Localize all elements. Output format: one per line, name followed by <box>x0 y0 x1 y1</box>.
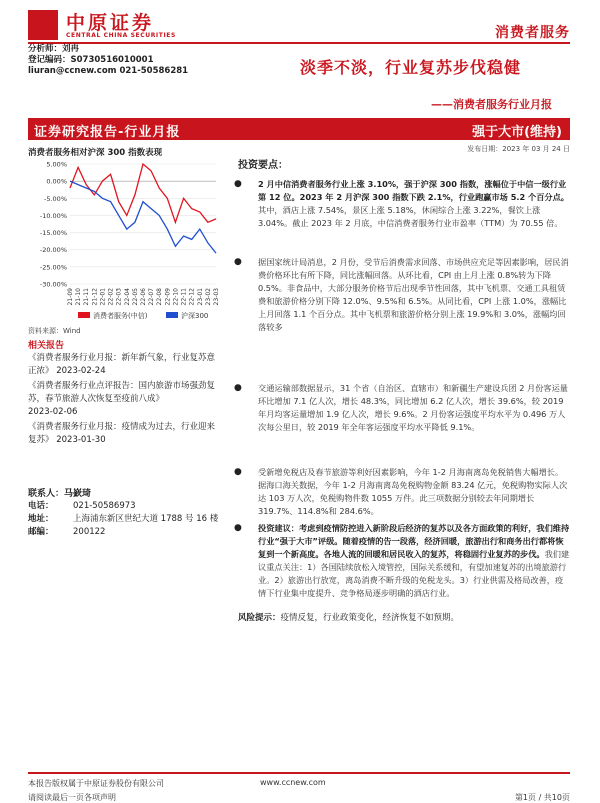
key-point-4-text: 受新增免税店及春节旅游等利好因素影响，今年 1-2 月海南离岛免税销售大幅增长。据海口海关数据，今年 1-2 月海南离岛免税购物金额 83.24 亿元，免税购物实际人次达 103 万人次，免税购物件数 1055 万件。此三项数据分别较去年同期增长 319.7%、114.8%和 284.6%。 <box>258 466 570 518</box>
analyst-registration: 登记编码：S0730516010001 <box>28 55 188 66</box>
analyst-name: 分析师：刘冉 <box>28 44 188 55</box>
risk-text: 疫情反复，行业政策变化，经济恢复不如预期。 <box>281 613 460 623</box>
y-tick-label: -10.00% <box>40 212 67 220</box>
related-reports-list <box>28 352 218 449</box>
x-tick-label: 23-01 <box>197 288 204 306</box>
x-tick-label: 21-12 <box>91 288 98 306</box>
x-tick-label: 22-08 <box>156 288 163 306</box>
sector-label: 消费者服务 <box>495 22 570 42</box>
x-tick-label: 22-02 <box>108 288 115 306</box>
bullet-icon: ● <box>234 256 242 269</box>
related-report-date: 2023-02-06 <box>28 406 218 419</box>
y-tick-label: -5.00% <box>44 195 67 203</box>
x-tick-label: 23-02 <box>205 288 212 306</box>
related-report-title: 《消费者服务行业月报：疫情成为过去，行业迎来复苏》 <box>28 422 215 445</box>
risk-warning <box>238 612 568 625</box>
address-value: 上海浦东新区世纪大道 1788 号 16 楼 <box>73 513 218 526</box>
risk-label: 风险提示： <box>238 613 281 623</box>
key-point-3-text: 交通运输部数据显示，31 个省（自治区、直辖市）和新疆生产建设兵团 2 月份客运量环比增加 7.1 亿人次，增长 48.3%，同比增加 6.2 亿人次，增长 39.6%，较 2019 年月均客运量增加 1.9 亿人次，增长 9.6%。2 月份客运强度平均水平为 0.496 万人次每公里日，较 2019 年全年客运强度平均水平降低 9.1%。 <box>258 382 570 434</box>
series-line-1 <box>70 164 216 222</box>
contact-person: 联系人：马嶔琦 <box>28 486 91 499</box>
copyright-note: 本报告版权属于中原证券股份有限公司 <box>28 778 164 789</box>
x-tick-label: 22-09 <box>164 288 171 306</box>
phone-label: 电话： <box>28 500 73 513</box>
contact-info <box>28 500 228 539</box>
bullet-icon: ● <box>234 522 242 535</box>
x-tick-label: 21-10 <box>75 288 82 306</box>
logo-text-cn: 中原证券 <box>66 8 154 35</box>
phone-value: 021-50586973 <box>73 500 136 513</box>
x-tick-label: 21-09 <box>67 288 74 306</box>
bullet-icon: ● <box>234 382 242 395</box>
page-number: 第1页 / 共10页 <box>515 792 570 803</box>
key-point-4 <box>234 466 570 518</box>
key-point-5-text: 我们建议重点关注：1）各国陆续放松入境管控，国际关系缓和，有望加速复苏的出境旅游行业。2）旅游出行放宽，离岛消费不断升级的免税龙头。3）行业供需及格局改善，疫情下行业集中度提升、竞争格局逐步明确的酒店行业。 <box>258 549 569 598</box>
y-tick-label: -20.00% <box>40 246 67 254</box>
chart-title: 消费者服务相对沪深 300 指数表现 <box>28 146 162 158</box>
zip-value: 200122 <box>73 526 105 539</box>
y-tick-label: 5.00% <box>46 161 67 169</box>
related-report[interactable] <box>28 380 218 419</box>
analyst-contact: liuran@ccnew.com 021-50586281 <box>28 66 188 77</box>
x-tick-label: 23-03 <box>213 288 220 306</box>
x-tick-label: 22-11 <box>181 288 188 306</box>
logo-mark-icon <box>28 10 58 40</box>
x-tick-label: 22-06 <box>140 288 147 306</box>
publish-date: 发布日期：2023 年 03 月 24 日 <box>467 144 570 154</box>
x-tick-label: 22-07 <box>148 288 155 306</box>
chart-source: 资料来源：Wind <box>28 326 81 336</box>
related-report[interactable] <box>28 352 218 378</box>
x-tick-label: 22-01 <box>99 288 106 306</box>
logo-text-en: CENTRAL CHINA SECURITIES <box>66 32 176 39</box>
x-tick-label: 22-12 <box>189 288 196 306</box>
bullet-icon: ● <box>234 466 242 479</box>
legend-swatch <box>78 312 90 318</box>
x-tick-label: 22-10 <box>172 288 179 306</box>
key-point-5 <box>234 522 570 600</box>
related-report-date: 2023-01-30 <box>56 435 105 445</box>
y-tick-label: 0.00% <box>46 178 67 186</box>
x-tick-label: 22-05 <box>132 288 139 306</box>
y-tick-label: -15.00% <box>40 229 67 237</box>
relative-performance-chart <box>28 158 220 324</box>
legend-label: 消费者服务(中信) <box>93 311 148 320</box>
related-report[interactable] <box>28 421 218 447</box>
report-type: 证券研究报告-行业月报 <box>34 121 180 140</box>
key-point-1-text: 其中，酒店上涨 7.54%，景区上涨 5.18%，休闲综合上涨 3.22%，餐饮上涨 3.04%。截止 2023 年 2 月底，中信消费者服务行业市盈率（TTM）为 70.55 倍。 <box>258 205 563 228</box>
y-tick-label: -30.00% <box>40 281 67 289</box>
related-reports-heading: 相关报告 <box>28 338 64 351</box>
related-report-date: 2023-02-24 <box>56 366 105 376</box>
legend-label: 沪深300 <box>181 311 208 320</box>
key-point-1-bold: 2 月中信消费者服务行业上涨 3.10%，强于沪深 300 指数，涨幅位于中信一级行业第 12 位。2023 年 2 月沪深 300 指数下跌 2.1%，行业跑赢市场 5.2 个百分点。 <box>258 179 569 202</box>
key-point-2-text: 据国家统计局消息，2 月份，受节后消费需求回落、市场供应充足等因素影响，居民消费价格环比有所下降，同比涨幅回落。从环比看，CPI 由上月上涨 0.8%转为下降 0.5%。非食品中，大部分服务价格节后出现季节性回落，其中飞机票、交通工具租赁费和旅游价格分别下降 12.0%、9.5%和 6.5%。从同比看，CPI 上涨 1.0%，涨幅比上月回落 1.1 个百分点。其中飞机票和旅游价格分别上涨 19.9%和 3.0%，涨幅均回落较多 <box>258 256 570 334</box>
legend-swatch <box>166 312 178 318</box>
report-subtitle: ——消费者服务行业月报 <box>431 96 552 112</box>
website-link[interactable]: www.ccnew.com <box>260 778 326 787</box>
x-tick-label: 21-11 <box>83 288 90 306</box>
key-point-1 <box>234 178 570 230</box>
footer-divider <box>28 772 570 774</box>
address-label: 地址： <box>28 513 73 526</box>
key-point-5-bold: 投资建议：考虑到疫情防控进入新阶段后经济的复苏以及各方面政策的利好，我们维持行业“强于大市”评级。随着疫情的告一段落，经济回暖，旅游出行和商务出行都将恢复到一个新高度。各地人流的回暖和居民收入的复苏，将稳固行业复苏的步伐。 <box>258 523 569 559</box>
report-title: 淡季不淡，行业复苏步伐稳健 <box>300 55 521 78</box>
bullet-icon: ● <box>234 178 242 191</box>
zip-label: 邮编： <box>28 526 73 539</box>
related-report-title: 《消费者服务行业月报：新年新气象，行业复苏意正浓》 <box>28 353 215 376</box>
report-type-banner <box>28 118 570 140</box>
y-tick-label: -25.00% <box>40 263 67 271</box>
key-point-2 <box>234 256 570 334</box>
company-logo <box>28 8 178 44</box>
rating-badge: 强于大市(维持) <box>472 121 562 140</box>
x-tick-label: 22-03 <box>116 288 123 306</box>
x-tick-label: 22-04 <box>124 288 131 306</box>
key-point-3 <box>234 382 570 434</box>
key-points-heading: 投资要点： <box>238 156 288 171</box>
analyst-info <box>28 44 188 77</box>
disclaimer-note: 请阅读最后一页各项声明 <box>28 792 116 803</box>
related-report-title: 《消费者服务行业点评报告：国内旅游市场强劲复苏，春节旅游人次恢复至疫前八成》 <box>28 381 215 404</box>
